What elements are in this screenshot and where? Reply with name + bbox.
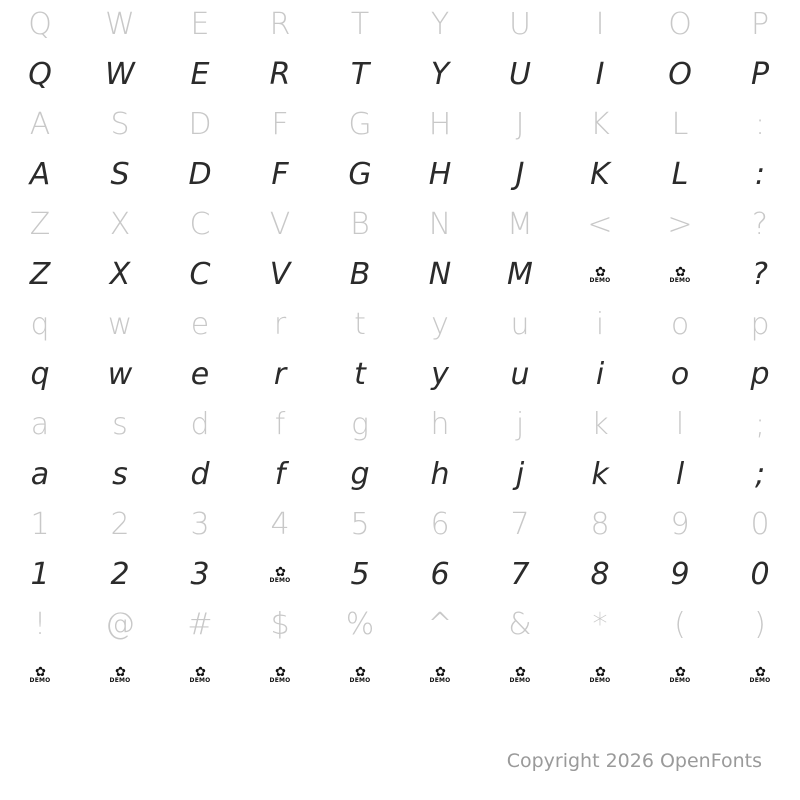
key-label: T (350, 7, 370, 42)
glyph-sample: U (509, 57, 531, 92)
key-label: K (590, 107, 610, 142)
glyph-sample: T (350, 57, 370, 92)
glyph-sample: g (350, 457, 370, 492)
key-label: M (507, 207, 533, 242)
key-label: W (105, 7, 135, 42)
glyph-sample: J (515, 157, 525, 192)
glyph-sample: P (750, 57, 770, 92)
demo-petals-icon: ✿ (675, 263, 685, 279)
demo-petals-icon: ✿ (595, 663, 605, 679)
demo-watermark (560, 650, 640, 700)
glyph-sample: S (110, 157, 130, 192)
key-label: p (750, 307, 770, 342)
demo-petals-icon: ✿ (515, 663, 525, 679)
key-label: V (269, 207, 291, 242)
demo-petals-icon: ✿ (275, 563, 285, 579)
glyph-sample: F (271, 157, 289, 192)
key-label: q (30, 307, 50, 342)
key-label: 8 (590, 507, 610, 542)
key-label: Q (28, 7, 52, 42)
glyph-sample: k (591, 457, 609, 492)
glyph-sample: 0 (750, 557, 770, 592)
demo-label: DEMO (29, 676, 51, 684)
demo-watermark (640, 650, 720, 700)
key-label: a (30, 407, 50, 442)
glyph-sample: q (30, 357, 50, 392)
demo-watermark (720, 650, 800, 700)
key-label: t (354, 307, 366, 342)
demo-watermark (480, 650, 560, 700)
key-label: k (591, 407, 609, 442)
key-label: i (595, 307, 605, 342)
demo-watermark (240, 650, 320, 700)
demo-flower-icon (669, 263, 691, 284)
demo-label: DEMO (669, 276, 691, 284)
demo-label: DEMO (109, 676, 131, 684)
demo-label: DEMO (749, 676, 771, 684)
glyph-sample: 3 (190, 557, 210, 592)
key-label: r (273, 307, 287, 342)
demo-flower-icon (429, 663, 451, 684)
demo-petals-icon: ✿ (595, 263, 605, 279)
key-label: 2 (110, 507, 130, 542)
key-label: 7 (510, 507, 530, 542)
demo-flower-icon (749, 663, 771, 684)
glyph-sample: a (30, 457, 50, 492)
demo-flower-icon (269, 563, 291, 584)
glyph-sample: 6 (430, 557, 450, 592)
key-label: S (110, 107, 130, 142)
key-label: w (107, 307, 133, 342)
demo-petals-icon: ✿ (755, 663, 765, 679)
glyph-sample: p (750, 357, 770, 392)
demo-petals-icon: ✿ (675, 663, 685, 679)
glyph-sample: W (105, 57, 135, 92)
demo-petals-icon: ✿ (35, 663, 45, 679)
demo-flower-icon (669, 663, 691, 684)
demo-watermark (80, 650, 160, 700)
glyph-sample: 1 (30, 557, 50, 592)
key-label: O (668, 7, 692, 42)
glyph-sample: 7 (510, 557, 530, 592)
key-label: 5 (350, 507, 370, 542)
key-label: f (274, 407, 286, 442)
glyph-sample: V (269, 257, 291, 292)
demo-flower-icon (109, 663, 131, 684)
key-label: # (187, 607, 213, 642)
key-label: E (190, 7, 210, 42)
key-label: A (29, 107, 51, 142)
demo-label: DEMO (589, 276, 611, 284)
key-label: 6 (430, 507, 450, 542)
glyph-sample: K (590, 157, 610, 192)
key-label: < (587, 207, 613, 242)
demo-watermark (400, 650, 480, 700)
key-label: B (350, 207, 370, 242)
demo-watermark (560, 250, 640, 300)
key-label: ^ (427, 607, 453, 642)
glyph-sample: o (670, 357, 690, 392)
demo-petals-icon: ✿ (275, 663, 285, 679)
demo-label: DEMO (189, 676, 211, 684)
key-label: u (510, 307, 530, 342)
key-label: ! (33, 607, 47, 642)
glyph-sample: 8 (590, 557, 610, 592)
glyph-sample: u (510, 357, 530, 392)
glyph-sample: D (188, 157, 212, 192)
key-label: P (750, 7, 770, 42)
demo-flower-icon (589, 663, 611, 684)
glyph-sample: 5 (350, 557, 370, 592)
glyph-sample: I (595, 57, 605, 92)
demo-label: DEMO (509, 676, 531, 684)
demo-label: DEMO (589, 676, 611, 684)
glyph-sample: N (428, 257, 452, 292)
demo-petals-icon: ✿ (195, 663, 205, 679)
copyright-text: Copyright 2026 OpenFonts (506, 750, 762, 772)
glyph-sample: Z (29, 257, 51, 292)
demo-label: DEMO (349, 676, 371, 684)
demo-label: DEMO (669, 676, 691, 684)
key-label: C (189, 207, 211, 242)
key-label: 9 (670, 507, 690, 542)
glyph-sample: G (348, 157, 372, 192)
key-label: 4 (270, 507, 290, 542)
glyph-sample: O (668, 57, 692, 92)
key-label: % (345, 607, 375, 642)
demo-watermark (0, 650, 80, 700)
demo-flower-icon (509, 663, 531, 684)
demo-petals-icon: ✿ (355, 663, 365, 679)
key-label: e (190, 307, 210, 342)
key-label: G (348, 107, 372, 142)
key-label: & (508, 607, 532, 642)
glyph-sample: t (354, 357, 366, 392)
key-label: * (592, 607, 608, 642)
glyph-sample: X (109, 257, 131, 292)
glyph-sample: Y (430, 57, 450, 92)
key-label: F (271, 107, 289, 142)
key-label: D (188, 107, 212, 142)
key-label: $ (270, 607, 290, 642)
key-label: Z (29, 207, 51, 242)
demo-flower-icon (349, 663, 371, 684)
glyph-sample: 9 (670, 557, 690, 592)
key-label: g (350, 407, 369, 442)
glyph-sample: ; (754, 457, 766, 492)
demo-flower-icon (589, 263, 611, 284)
glyph-sample: ? (752, 257, 768, 292)
demo-label: DEMO (269, 676, 291, 684)
key-label: d (190, 407, 210, 442)
glyph-sample: L (671, 157, 689, 192)
demo-watermark (160, 650, 240, 700)
demo-watermark (240, 550, 320, 600)
key-label: 3 (190, 507, 210, 542)
key-label: ; (754, 407, 766, 442)
key-label: Y (430, 7, 450, 42)
key-label: s (112, 407, 128, 442)
glyph-sample: r (273, 357, 287, 392)
key-label: ? (752, 207, 768, 242)
demo-watermark (320, 650, 400, 700)
glyph-sample: e (190, 357, 210, 392)
glyph-sample: y (431, 357, 449, 392)
glyph-sample: H (428, 157, 452, 192)
key-label: ( (674, 607, 686, 642)
glyph-sample: A (29, 157, 51, 192)
demo-label: DEMO (429, 676, 451, 684)
key-label: R (269, 7, 291, 42)
glyph-sample: 2 (110, 557, 130, 592)
demo-petals-icon: ✿ (115, 663, 125, 679)
demo-label: DEMO (269, 576, 291, 584)
key-label: l (675, 407, 685, 442)
key-label: H (428, 107, 452, 142)
glyph-sample: C (189, 257, 211, 292)
glyph-sample: l (675, 457, 685, 492)
key-label: J (515, 107, 525, 142)
key-label: j (515, 407, 525, 442)
demo-watermark (640, 250, 720, 300)
glyph-sample: h (430, 457, 450, 492)
glyph-sample: E (190, 57, 210, 92)
key-label: y (431, 307, 449, 342)
glyph-sample: i (595, 357, 605, 392)
key-label: : (754, 107, 766, 142)
glyph-sample: Q (28, 57, 52, 92)
glyph-sample: j (515, 457, 525, 492)
key-label: X (109, 207, 131, 242)
glyph-sample: w (107, 357, 133, 392)
demo-petals-icon: ✿ (435, 663, 445, 679)
key-label: U (509, 7, 531, 42)
glyph-sample: M (507, 257, 533, 292)
key-label: N (428, 207, 452, 242)
key-label: o (670, 307, 690, 342)
key-label: I (595, 7, 605, 42)
key-label: h (430, 407, 450, 442)
key-label: @ (105, 607, 135, 642)
demo-flower-icon (29, 663, 51, 684)
key-label: 1 (30, 507, 50, 542)
key-label: ) (754, 607, 766, 642)
glyph-sample: f (274, 457, 286, 492)
glyph-sample: d (190, 457, 210, 492)
glyph-sample: : (754, 157, 766, 192)
glyph-sample: s (112, 457, 128, 492)
demo-flower-icon (269, 663, 291, 684)
key-label: L (671, 107, 689, 142)
demo-flower-icon (189, 663, 211, 684)
key-label: > (667, 207, 693, 242)
glyph-sample: R (269, 57, 291, 92)
glyph-sample: B (349, 257, 371, 292)
key-label: 0 (750, 507, 770, 542)
